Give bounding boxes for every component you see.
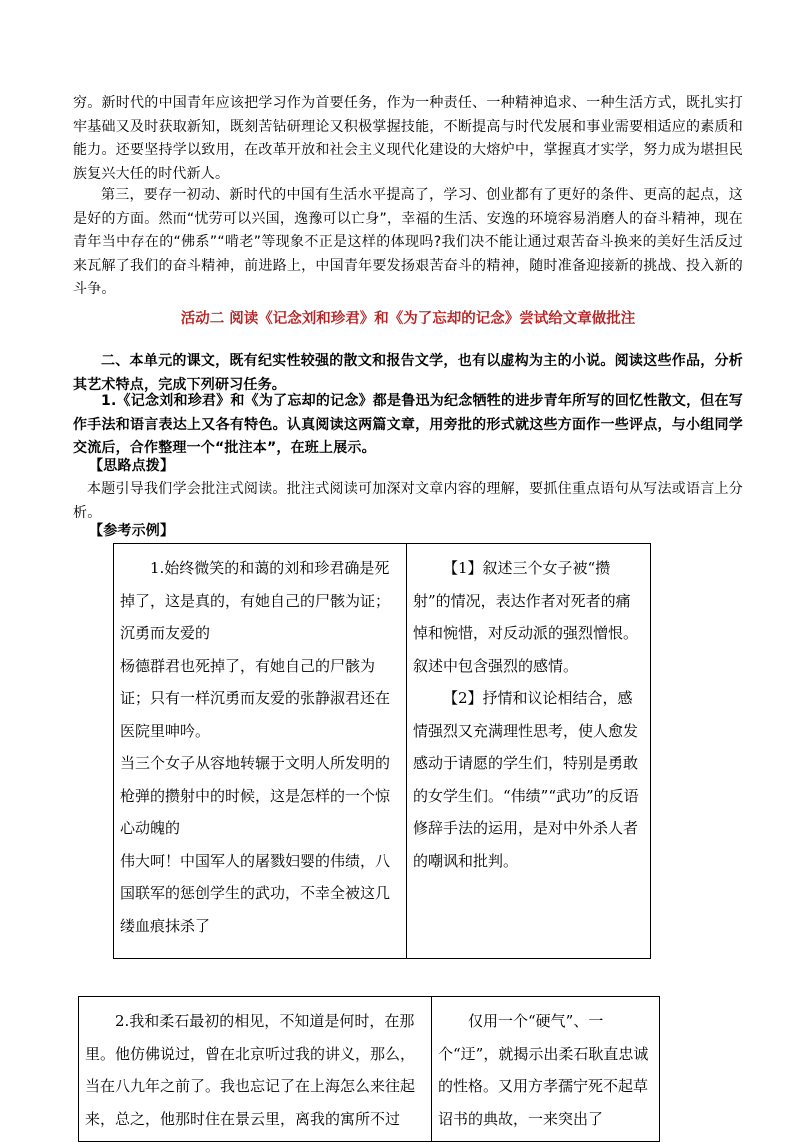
example-1-note: 【1】叙述三个女子被“攒射”的情况，表达作者对死者的痛悼和惋惜，对反动派的强烈憎恨。叙述中包含强烈的感情。 bbox=[413, 559, 639, 675]
task-1: 1.《记念刘和珍君》和《为了忘却的记念》都是鲁迅为纪念牺牲的进步青年所写的回忆性散文，但在写作手法和语言表达上又各有特色。认真阅读这两篇文章，用旁批的形式就这些方面作一些评点，与小组同学交流后，合作整理一个“批注本”，在班上展示。 bbox=[73, 393, 743, 456]
example-1-line: 当三个女子从容地转辗于文明人所发明的枪弹的攒射中的时候，这是怎样的一个惊心动魄的 bbox=[120, 754, 391, 837]
example-table-2 bbox=[78, 996, 660, 1142]
activity-heading: 活动二 阅读《记念刘和珍君》和《为了忘却的记念》尝试给文章做批注 bbox=[180, 311, 636, 327]
example-2-note: 仅用一个“硬气”、一个“迂”，就揭示出柔石耿直忠诚的性格。又用方孝孺宁死不起草诏书的典故，一来突出了 bbox=[438, 1012, 649, 1128]
paragraph-third-point: 第三，要存一初动、新时代的中国有生活水平提高了，学习、创业都有了更好的条件、更高的起点，这是好的方面。然而“忧劳可以兴国，逸豫可以亡身”，幸福的生活、安逸的环境容易消磨人的奋斗精神，现在青年当中存在的“佛系”“啃老”等现象不正是这样的体现吗?我们决不能让通过艰苦奋斗换来的美好生活反过来瓦解了我们的奋斗精神，前进路上，中国青年要发扬艰苦奋斗的精神，随时准备迎接新的挑战、投入新的斗争。 bbox=[73, 187, 743, 297]
example-1-notes-cell bbox=[407, 544, 651, 959]
hint-title: 【思路点拨】 bbox=[89, 458, 175, 474]
task-intro: 二、本单元的课文，既有纪实性较强的散文和报告文学，也有以虚构为主的小说。阅读这些作品，分析其艺术特点，完成下列研习任务。 bbox=[73, 353, 743, 393]
hint-text: 本题引导我们学会批注式阅读。批注式阅读可加深对文章内容的理解，要抓住重点语句从写法或语言上分析。 bbox=[73, 481, 743, 521]
example-2-text: 2.我和柔石最初的相见，不知道是何时，在那里。他仿佛说过，曾在北京听过我的讲义，那么，当在八九年之前了。我也忘记了在上海怎么来往起来，总之，他那时住在景云里，离我的寓所不过 bbox=[85, 1012, 416, 1128]
example-2-notes-cell bbox=[432, 997, 660, 1142]
example-1-line: 1.始终微笑的和蔼的刘和珍君确是死掉了，这是真的，有她自己的尸骸为证；沉勇而友爱的 bbox=[120, 559, 391, 642]
paragraph-continuation: 穷。新时代的中国青年应该把学习作为首要任务，作为一种责任、一种精神追求、一种生活方式，既扎实打牢基础又及时获取新知，既刻苦钻研理论又积极掌握技能，不断提高与时代发展和事业需要相适应的素质和能力。还要坚持学以致用，在改革开放和社会主义现代化建设的大熔炉中，掌握真才实学，努力成为堪担民族复兴大任的时代新人。 bbox=[73, 95, 743, 182]
example-1-note: 【2】抒情和议论相结合，感情强烈又充满理性思考，使人愈发感动于请愿的学生们，特别是勇敢的女学生们。“伟绩”“武功”的反语修辞手法的运用，是对中外杀人者的嘲讽和批判。 bbox=[413, 689, 639, 870]
example-title: 【参考示例】 bbox=[89, 523, 175, 539]
example-1-text-cell bbox=[114, 544, 407, 959]
example-2-text-cell bbox=[79, 997, 432, 1142]
example-1-line: 伟大呵！中国军人的屠戮妇婴的伟绩，八国联军的惩创学生的武功，不幸全被这几缕血痕抹杀了 bbox=[120, 851, 391, 935]
example-table-1 bbox=[113, 543, 651, 959]
example-1-line: 杨德群君也死掉了，有她自己的尸骸为证；只有一样沉勇而友爱的张静淑君还在医院里呻吟。 bbox=[120, 656, 391, 740]
